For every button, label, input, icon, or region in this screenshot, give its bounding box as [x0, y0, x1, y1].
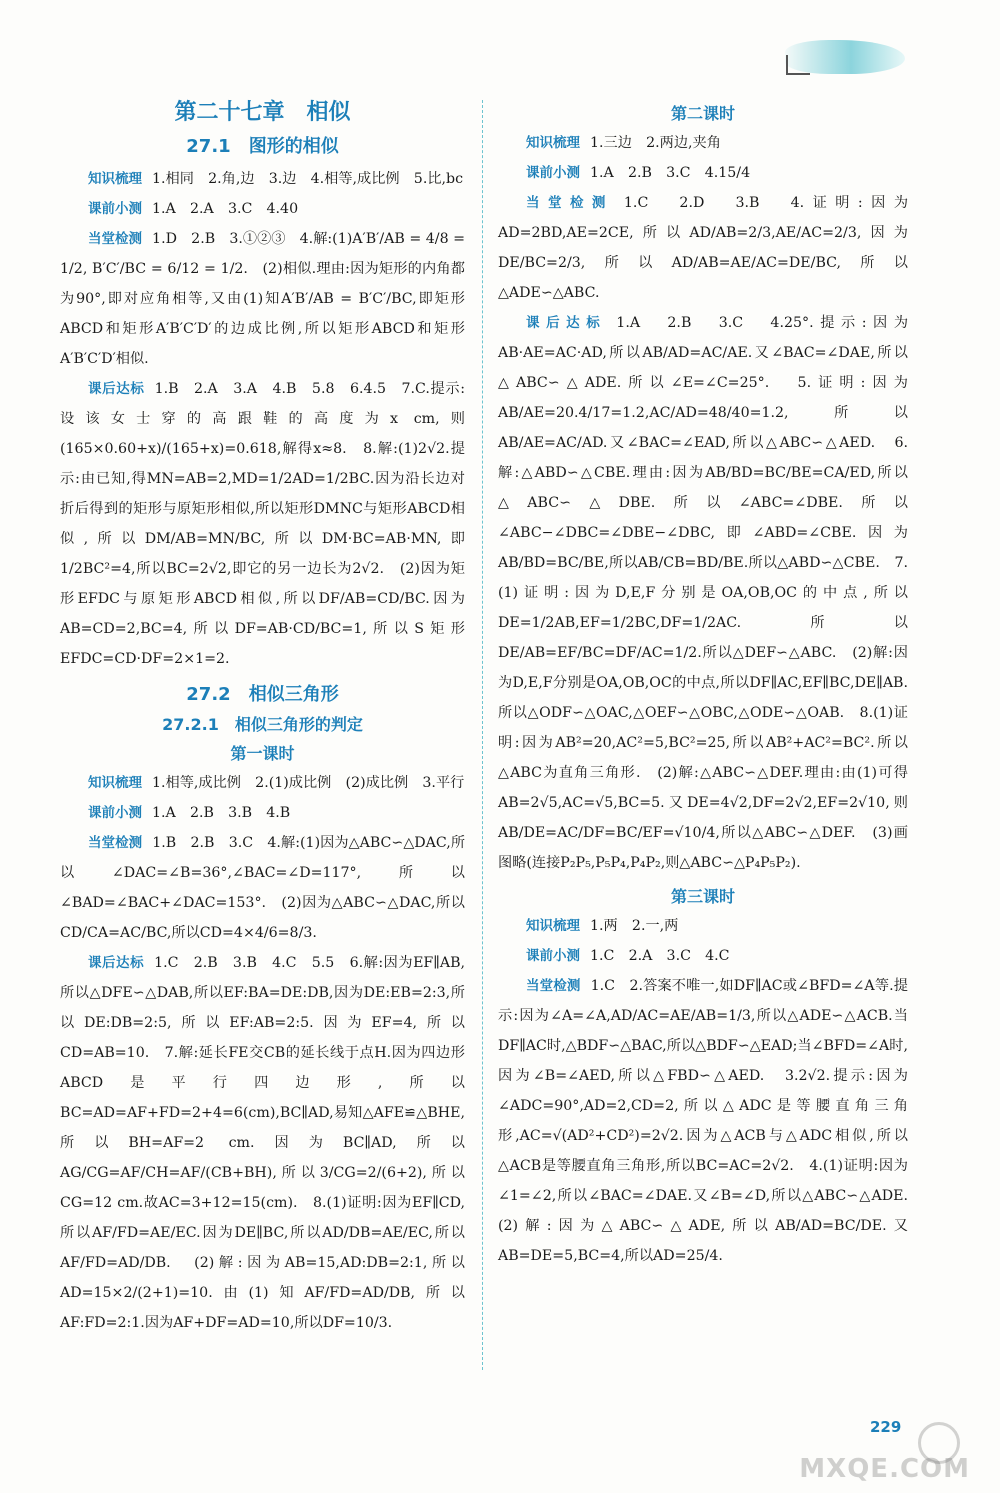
paragraph-text: 1.C 2.B 3.B 4.C 5.5 6.解:因为EF∥AB,所以△DFE∽△DAB,所以EF:BA=DE:DB,因为DE:EB=2:3,所以DE:DB=2:5,所以EF:AB=2:5.因为EF=4,所以CD=AB=10. 7.解:延长FE交CB的延长线于点H.因为四边形ABCD是平行四边形,所以BC=AD=AF+FD=2+4=6(cm),BC∥AD,易知△AFE≌△BHE,所以BH=AF=2 cm.因为BC∥AD,所以AG/CG=AF/CH=AF/(CB+BH),所以3/CG=2/(6+2),所以CG=12 cm.故AC=3+12=15(cm). 8.(1)证明:因为EF∥CD,所以AF/FD=AE/EC.因为DE∥BC,所以AD/DB=AE/EC,所以AF/FD=AD/DB. (2)解:因为AB=15,AD:DB=2:1,所以AD=15×2/(2+1)=10.由(1)知AF/FD=AD/DB,所以AF:FD=2:1.因为AF+DF=AD=10,所以DF=10/3.: [60, 955, 466, 1331]
right-column: [498, 95, 923, 1271]
column-divider: [482, 100, 483, 1370]
paragraph-tag: 课前小测: [88, 201, 142, 217]
page-number: 229: [870, 1418, 902, 1436]
answer-paragraph: [60, 768, 465, 798]
paragraph-text: 1.B 2.A 3.A 4.B 5.8 6.4.5 7.C.提示:设该女士穿的高跟鞋的高度为x cm,则(165×0.60+x)/(165+x)=0.618,解得x≈8. 8.解:(1)2√2.提示:由已知,得MN=AB=2,MD=1/2AD=1/2BC.因为沿长边对折后得到的矩形与原矩形相似,所以矩形DMNC与矩形ABCD相似,所以DM/AB=MN/BC,所以DM·BC=AB·MN,即1/2BC²=4,所以BC=2√2,即它的另一边长为2√2. (2)因为矩形EFDC与原矩形ABCD相似,所以DF/AB=CD/BC.因为AB=CD=2,BC=4,所以DF=AB·CD/BC=1,所以S矩形EFDC=CD·DF=2×1=2.: [60, 381, 465, 667]
answer-paragraph: [498, 158, 908, 188]
lesson-title: 第三课时: [670, 887, 735, 906]
paragraph-tag: 当堂检测: [526, 195, 614, 211]
answer-paragraph: [60, 164, 465, 194]
paragraph-text: 1.三边 2.两边,夹角: [590, 135, 721, 151]
answer-paragraph: [60, 194, 465, 224]
answer-paragraph: [498, 911, 908, 941]
paragraph-text: 1.A 2.B 3.B 4.B: [152, 805, 291, 821]
watermark: [799, 1420, 990, 1490]
chapter-title: 第二十七章 相似: [174, 100, 351, 125]
answer-paragraph: [498, 971, 923, 1271]
paragraph-text: 1.相等,成比例 2.(1)成比例 (2)成比例 3.平行: [152, 775, 465, 791]
paragraph-tag: 当堂检测: [526, 978, 581, 994]
section-title: 27.2 相似三角形: [186, 684, 339, 705]
lesson-title: 第二课时: [670, 104, 735, 123]
paragraph-text: 1.C 2.答案不唯一,如DF∥AC或∠BFD=∠A等.提示:因为∠A=∠A,AD/AC=AE/AB=1/3,所以△ADE∽△ACB.当DF∥AC时,△BDF∽△BAC,所以△BDF∽△EAD;当∠BFD=∠A时,因为∠B=∠AED,所以△FBD∽△AED. 3.2√2.提示:因为∠ADC=90°,AD=2,CD=2,所以△ADC是等腰直角三角形,AC=√(AD²+CD²)=2√2.因为△ACB与△ADC相似,所以△ACB是等腰直角三角形,所以BC=AC=2√2. 4.(1)证明:因为∠1=∠2,所以∠BAC=∠DAE.又∠B=∠D,所以△ABC∽△ADE. (2)解:因为△ABC∽△ADE,所以AB/AD=BC/DE.又AB=DE=5,BC=4,所以AD=25/4.: [498, 978, 923, 1264]
paragraph-text: 1.C 2.D 3.B 4.证明:因为AD=2BD,AE=2CE,所以AD/AB=2/3,AE/AC=2/3,因为DE/BC=2/3,所以AD/AB=AE/AC=DE/BC,所以△ADE∽△ABC.: [498, 195, 909, 301]
paragraph-text: 1.相同 2.角,边 3.边 4.相等,成比例 5.比,bc: [152, 171, 464, 187]
paragraph-tag: 课后达标: [88, 381, 145, 397]
paragraph-tag: 知识梳理: [88, 171, 142, 187]
section-title: 27.1 图形的相似: [186, 136, 339, 157]
paragraph-text: 1.两 2.一,两: [590, 918, 679, 934]
paragraph-tag: 课前小测: [526, 948, 580, 964]
paragraph-tag: 知识梳理: [526, 918, 580, 934]
answer-paragraph: [60, 948, 465, 1338]
paragraph-tag: 课前小测: [88, 805, 142, 821]
answer-paragraph: [60, 374, 465, 674]
lesson-title: 第一课时: [230, 744, 295, 763]
paragraph-tag: 课前小测: [526, 165, 580, 181]
answer-paragraph: [498, 941, 908, 971]
paragraph-tag: 知识梳理: [88, 775, 142, 791]
paragraph-text: 1.A 2.A 3.C 4.40: [152, 201, 299, 217]
paragraph-tag: 当堂检测: [88, 835, 143, 851]
answer-paragraph: [498, 188, 908, 308]
paragraph-tag: 课后达标: [88, 955, 145, 971]
left-column: [60, 95, 465, 1338]
paragraph-tag: 知识梳理: [526, 135, 580, 151]
answer-paragraph: [498, 128, 908, 158]
answer-paragraph: [60, 224, 465, 374]
corner-mark: [786, 55, 810, 75]
paragraph-text: 1.D 2.B 3.①②③ 4.解:(1)A′B′/AB = 4/8 = 1/2, B′C′/BC = 6/12 = 1/2. (2)相似.理由:因为矩形的内角都为90°,即对应角相等,又由(1)知A′B′/AB = B′C′/BC,即矩形ABCD和矩形A′B′C′D′的边成比例,所以矩形ABCD和矩形A′B′C′D′相似.: [60, 231, 466, 367]
paragraph-text: 1.C 2.A 3.C 4.C: [590, 948, 730, 964]
answer-paragraph: [60, 828, 465, 948]
answer-paragraph: [498, 308, 908, 878]
paragraph-tag: 当堂检测: [88, 231, 143, 247]
paragraph-text: 1.B 2.B 3.C 4.解:(1)因为△ABC∽△DAC,所以∠DAC=∠B=36°,∠BAC=∠D=117°,所以∠BAD=∠BAC+∠DAC=153°. (2)因为△ABC∽△DAC,所以CD/CA=AC/BC,所以CD=4×4/6=8/3.: [60, 835, 466, 941]
paragraph-tag: 课后达标: [526, 315, 607, 331]
subsection-title: 27.2.1 相似三角形的判定: [162, 715, 363, 734]
paragraph-text: 1.A 2.B 3.C 4.25°.提示:因为AB·AE=AC·AD,所以AB/AD=AC/AE.又∠BAC=∠DAE,所以△ABC∽△ADE.所以∠E=∠C=25°. 5.证明:因为AB/AE=20.4/17=1.2,AC/AD=48/40=1.2,所以AB/AE=AC/AD.又∠BAC=∠EAD,所以△ABC∽△AED. 6.解:△ABD∽△CBE.理由:因为AB/BD=BC/BE=CA/ED,所以△ABC∽△DBE.所以∠ABC=∠DBE.所以∠ABC−∠DBC=∠DBE−∠DBC,即∠ABD=∠CBE.因为AB/BD=BC/BE,所以AB/CB=BD/BE.所以△ABD∽△CBE. 7.(1)证明:因为D,E,F分别是OA,OB,OC的中点,所以DE=1/2AB,EF=1/2BC,DF=1/2AC.所以DE/AB=EF/BC=DF/AC=1/2.所以△DEF∽△ABC. (2)解:因为D,E,F分别是OA,OB,OC的中点,所以DF∥AC,EF∥BC,DE∥AB.所以△ODF∽△OAC,△OEF∽△OBC,△ODE∽△OAB. 8.(1)证明:因为AB²=20,AC²=5,BC²=25,所以AB²+AC²=BC².所以△ABC为直角三角形. (2)解:△ABC∽△DEF.理由:由(1)可得AB=2√5,AC=√5,BC=5.又DE=4√2,DF=2√2,EF=2√10,则AB/DE=AC/DF=BC/EF=√10/4,所以△ABC∽△DEF. (3)画图略(连接P₂P₅,P₅P₄,P₄P₂,则△ABC∽△P₄P₅P₂).: [498, 315, 909, 871]
watermark-text: MXQE.COM: [799, 1454, 970, 1484]
answer-paragraph: [60, 798, 465, 828]
paragraph-text: 1.A 2.B 3.C 4.15/4: [590, 165, 751, 181]
